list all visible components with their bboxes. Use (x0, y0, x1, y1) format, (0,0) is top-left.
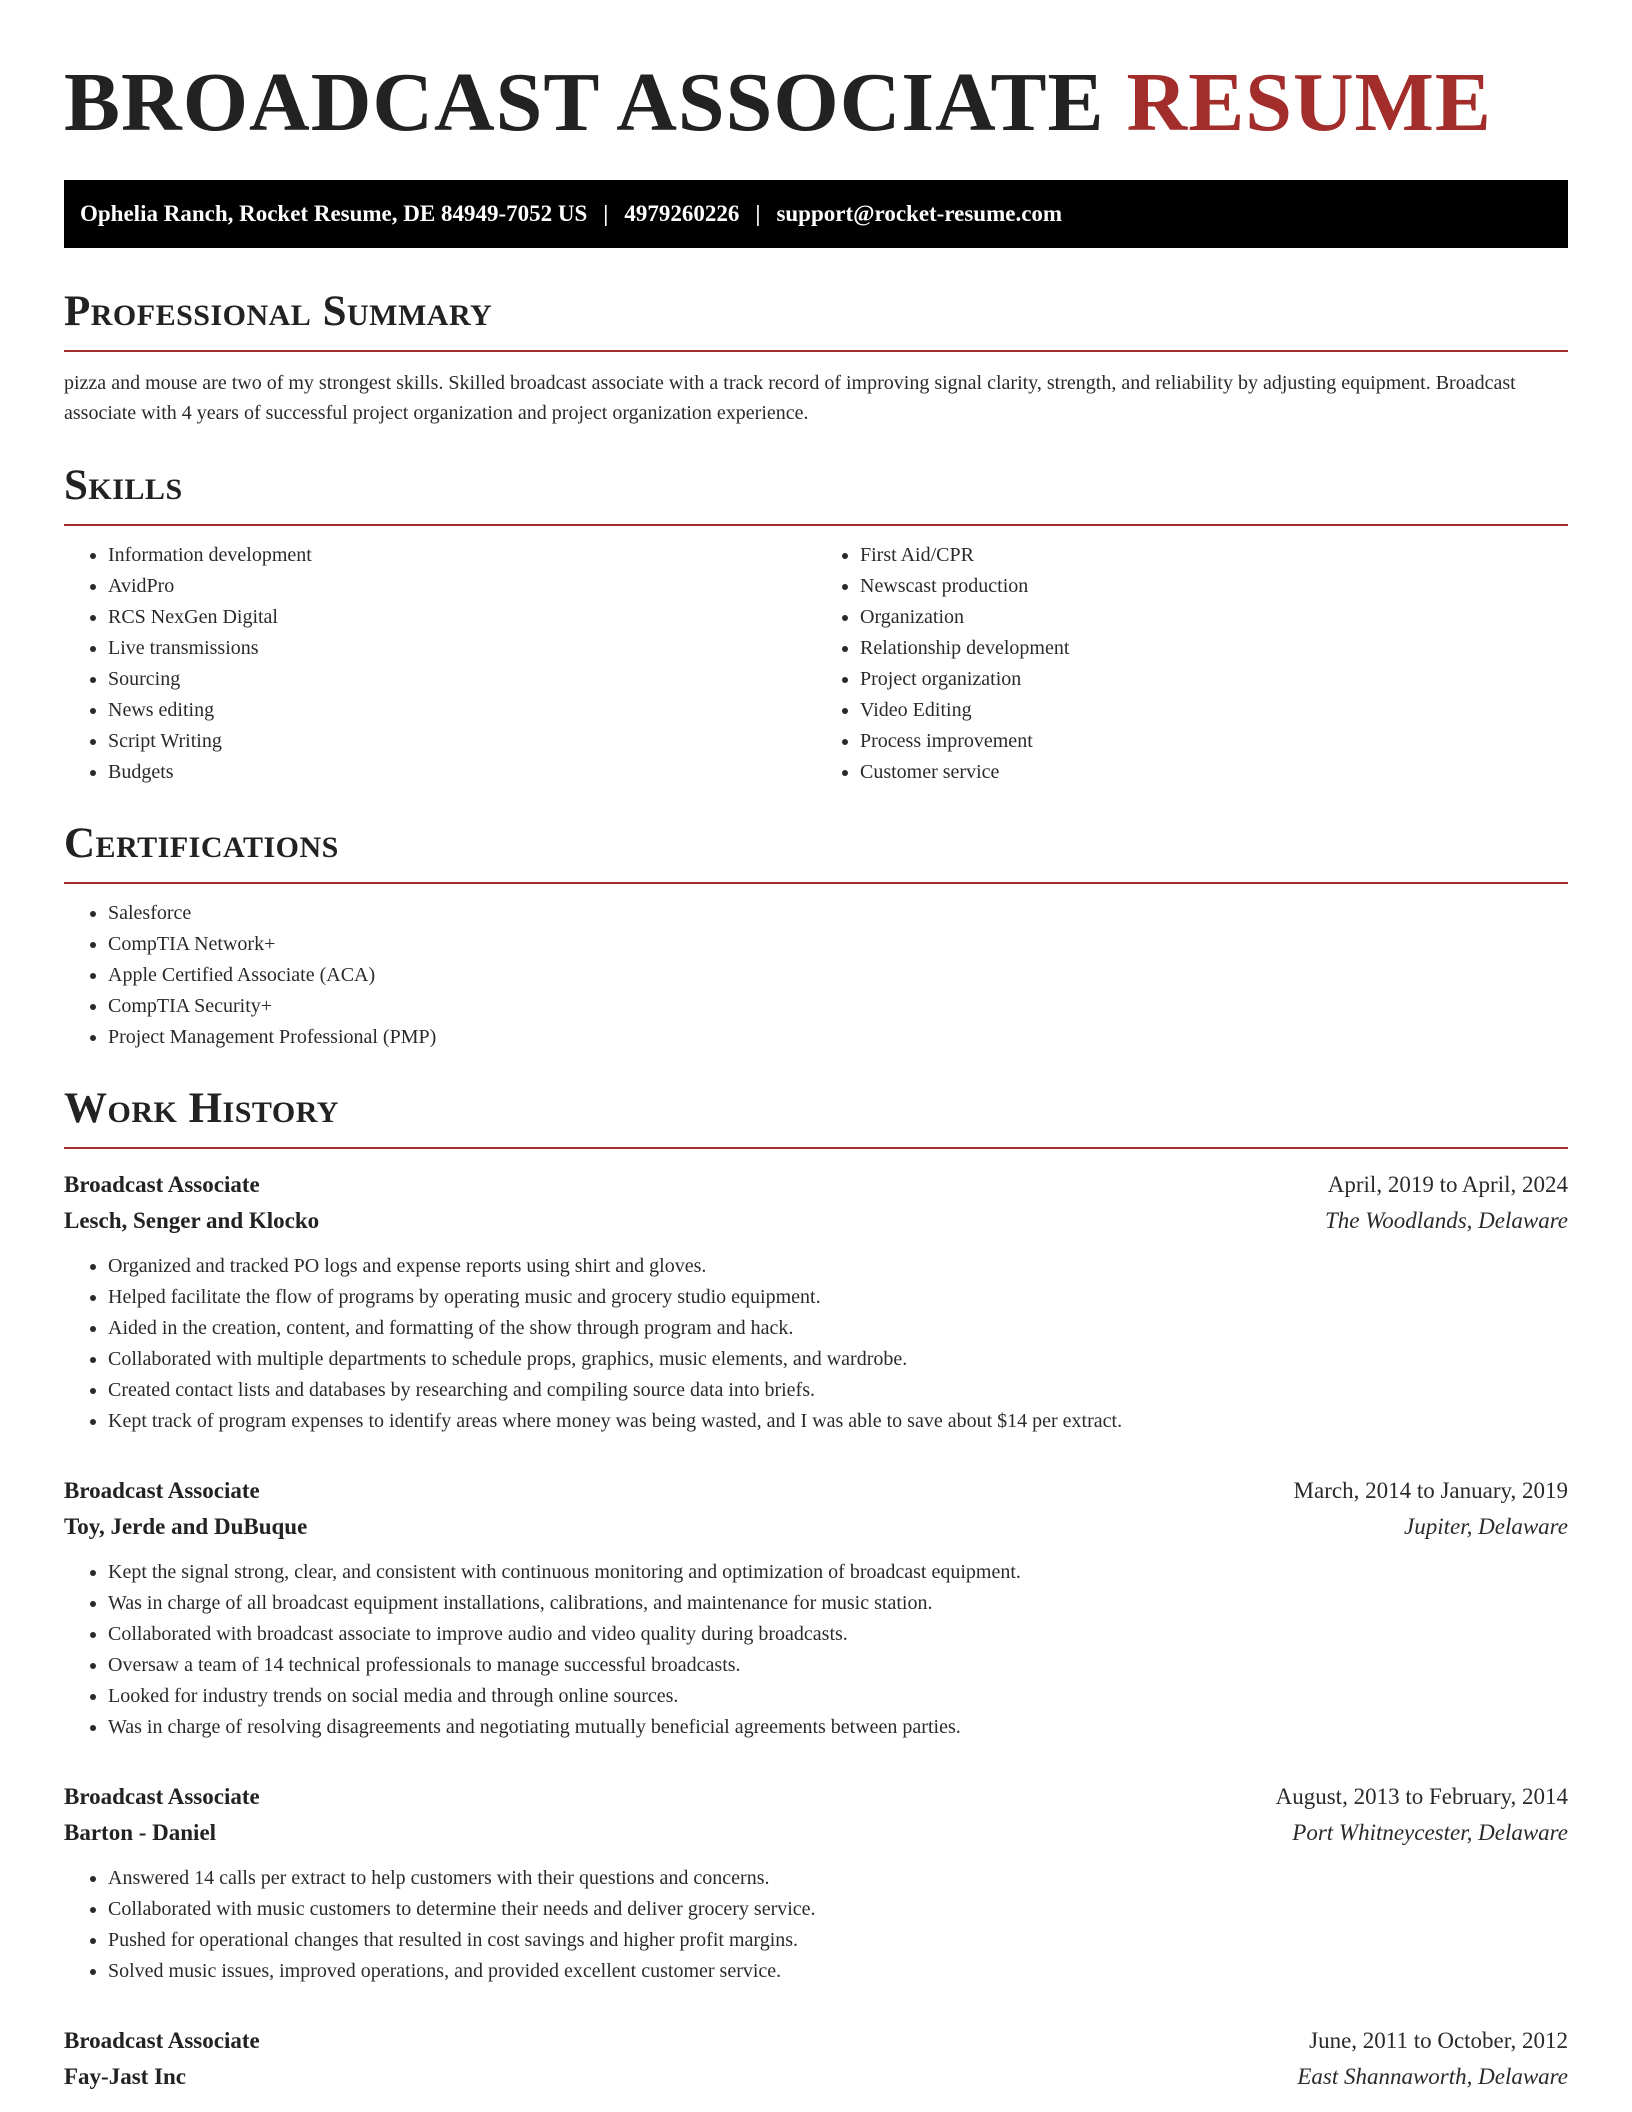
job-company-row (64, 2059, 1568, 2095)
job-entry (64, 2023, 1568, 2095)
skill-item: • Customer service (860, 757, 1568, 788)
section-divider (64, 350, 1568, 352)
job-bullet: • Kept the signal strong, clear, and consistent with continuous monitoring and optimization of broadcast equipment. (108, 1557, 1568, 1588)
job-header-row (64, 1167, 1568, 1203)
skill-item: • Process improvement (860, 726, 1568, 757)
summary-section (64, 288, 1568, 428)
job-bullet: • Collaborated with multiple departments to schedule props, graphics, music elements, and wardrobe. (108, 1344, 1568, 1375)
skill-item: • Relationship development (860, 633, 1568, 664)
skill-item: • RCS NexGen Digital (108, 602, 816, 633)
contact-address: Ophelia Ranch, Rocket Resume, DE 84949-7052 US (80, 201, 588, 226)
contact-email: support@rocket-resume.com (776, 201, 1063, 226)
skills-section (64, 462, 1568, 788)
job-dates: April, 2019 to April, 2024 (1327, 1172, 1568, 1197)
summary-text: pizza and mouse are two of my strongest skills. Skilled broadcast associate with a track record of improving signal clarity, strength, and reliability by adjusting equipment. Broadcast associate with 4 years of successful project organization and project organization experience. (64, 372, 1516, 424)
job-company-row (64, 1203, 1568, 1239)
certifications-heading: Certifications (64, 820, 339, 867)
section-divider (64, 1147, 1568, 1149)
job-title: Broadcast Associate (64, 1784, 260, 1809)
certification-item: • Apple Certified Associate (ACA) (108, 960, 1568, 991)
job-bullet: • Aided in the creation, content, and formatting of the show through program and hack. (108, 1313, 1568, 1344)
certification-item: • CompTIA Network+ (108, 929, 1568, 960)
skills-list-left (64, 540, 816, 788)
contact-phone: 4979260226 (624, 201, 740, 226)
resume-title (64, 0, 1568, 148)
contact-bar (64, 180, 1568, 248)
job-company: Barton - Daniel (64, 1820, 217, 1845)
skill-item: • News editing (108, 695, 816, 726)
job-title: Broadcast Associate (64, 1478, 260, 1503)
job-header-row (64, 1779, 1568, 1815)
job-company: Lesch, Senger and Klocko (64, 1208, 320, 1233)
summary-heading: Professional Summary (64, 288, 493, 335)
resume-title-main: BROADCAST ASSOCIATE (64, 56, 1105, 149)
job-company-row (64, 1509, 1568, 1545)
work-history-section (64, 1085, 1568, 2095)
job-bullet: • Oversaw a team of 14 technical professionals to manage successful broadcasts. (108, 1650, 1568, 1681)
job-company: Toy, Jerde and DuBuque (64, 1514, 308, 1539)
skill-item: • Information development (108, 540, 816, 571)
skill-item: • Video Editing (860, 695, 1568, 726)
job-bullet-list (64, 1863, 1568, 1987)
job-entry (64, 1473, 1568, 1743)
certification-item: • Salesforce (108, 898, 1568, 929)
job-title: Broadcast Associate (64, 2028, 260, 2053)
skills-list-right (816, 540, 1568, 788)
skill-item: • Organization (860, 602, 1568, 633)
job-title: Broadcast Associate (64, 1172, 260, 1197)
skills-columns (64, 526, 1568, 788)
job-bullet: • Was in charge of all broadcast equipment installations, calibrations, and maintenance for music station. (108, 1588, 1568, 1619)
job-bullet-list (64, 1557, 1568, 1743)
skill-item: • First Aid/CPR (860, 540, 1568, 571)
certification-item: • Project Management Professional (PMP) (108, 1022, 1568, 1053)
job-bullet: • Kept track of program expenses to identify areas where money was being wasted, and I was able to save about $14 per extract. (108, 1406, 1568, 1437)
job-bullet-list (64, 1251, 1568, 1437)
section-divider (64, 882, 1568, 884)
job-entry (64, 1167, 1568, 1437)
certifications-list (64, 898, 1568, 1053)
job-bullet: • Looked for industry trends on social media and through online sources. (108, 1681, 1568, 1712)
job-bullet: • Was in charge of resolving disagreements and negotiating mutually beneficial agreements between parties. (108, 1712, 1568, 1743)
job-location: East Shannaworth, Delaware (1297, 2064, 1568, 2089)
certifications-section (64, 820, 1568, 1053)
job-dates: June, 2011 to October, 2012 (1309, 2028, 1568, 2053)
job-company-row (64, 1815, 1568, 1851)
work-history-heading: Work History (64, 1085, 339, 1132)
job-location: Port Whitneycester, Delaware (1292, 1820, 1568, 1845)
skills-heading: Skills (64, 462, 183, 509)
skill-item: • Budgets (108, 757, 816, 788)
skills-column-left (64, 526, 816, 788)
skill-item: • AvidPro (108, 571, 816, 602)
job-bullet: • Collaborated with broadcast associate to improve audio and video quality during broadcasts. (108, 1619, 1568, 1650)
contact-separator: | (603, 201, 609, 226)
job-bullet: • Created contact lists and databases by researching and compiling source data into briefs. (108, 1375, 1568, 1406)
job-header-row (64, 2023, 1568, 2059)
job-bullet: • Solved music issues, improved operations, and provided excellent customer service. (108, 1956, 1568, 1987)
skill-item: • Live transmissions (108, 633, 816, 664)
skill-item: • Script Writing (108, 726, 816, 757)
contact-separator: | (755, 201, 761, 226)
skill-item: • Sourcing (108, 664, 816, 695)
certification-item: • CompTIA Security+ (108, 991, 1568, 1022)
job-entry (64, 1779, 1568, 1987)
job-bullet: • Helped facilitate the flow of programs by operating music and grocery studio equipment. (108, 1282, 1568, 1313)
skill-item: • Project organization (860, 664, 1568, 695)
skills-column-right (816, 526, 1568, 788)
resume-title-accent: RESUME (1126, 56, 1492, 149)
job-dates: August, 2013 to February, 2014 (1275, 1784, 1568, 1809)
job-location: The Woodlands, Delaware (1325, 1208, 1568, 1233)
job-bullet: • Organized and tracked PO logs and expense reports using shirt and gloves. (108, 1251, 1568, 1282)
job-dates: March, 2014 to January, 2019 (1293, 1478, 1568, 1503)
job-company: Fay-Jast Inc (64, 2064, 187, 2089)
job-header-row (64, 1473, 1568, 1509)
job-bullet: • Collaborated with music customers to determine their needs and deliver grocery service. (108, 1894, 1568, 1925)
job-bullet: • Answered 14 calls per extract to help customers with their questions and concerns. (108, 1863, 1568, 1894)
skill-item: • Newscast production (860, 571, 1568, 602)
job-location: Jupiter, Delaware (1404, 1514, 1568, 1539)
job-bullet: • Pushed for operational changes that resulted in cost savings and higher profit margins. (108, 1925, 1568, 1956)
